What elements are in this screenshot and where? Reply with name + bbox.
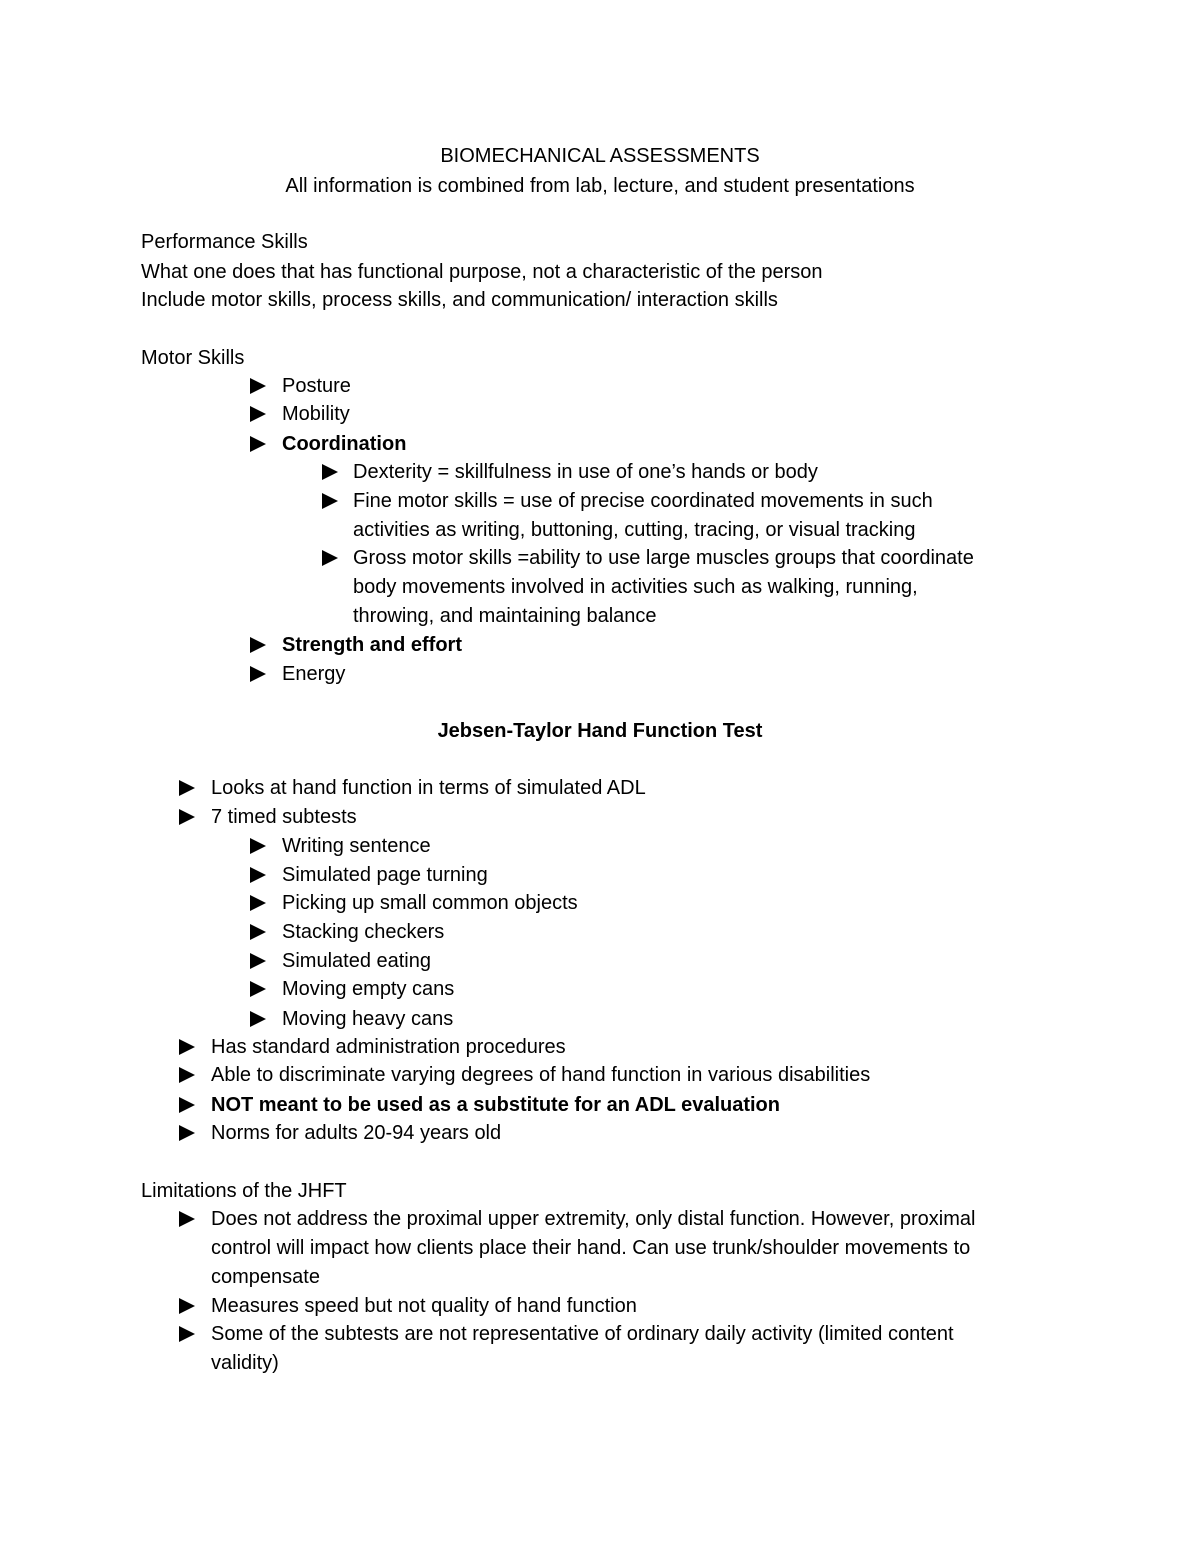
arrow-bullet-icon	[250, 436, 266, 452]
arrow-bullet-icon	[179, 1326, 195, 1342]
arrow-bullet-icon	[179, 1298, 195, 1314]
arrow-bullet-icon	[179, 809, 195, 825]
arrow-bullet-icon	[179, 1211, 195, 1227]
arrow-bullet-icon	[250, 981, 266, 997]
arrow-bullet-icon	[250, 895, 266, 911]
list-item: Measures speed but not quality of hand function	[211, 1295, 637, 1317]
performance-skills-line: What one does that has functional purpose, not a characteristic of the person	[141, 261, 823, 283]
arrow-bullet-icon	[250, 953, 266, 969]
list-item: Simulated eating	[282, 950, 431, 972]
list-item: Picking up small common objects	[282, 892, 578, 914]
list-item-continuation: body movements involved in activities such as walking, running,	[353, 576, 918, 598]
arrow-bullet-icon	[322, 550, 338, 566]
list-item-continuation: compensate	[211, 1266, 320, 1288]
list-item-continuation: throwing, and maintaining balance	[353, 605, 657, 627]
arrow-bullet-icon	[322, 493, 338, 509]
list-item: Mobility	[282, 403, 350, 425]
arrow-bullet-icon	[179, 1097, 195, 1113]
list-item: Norms for adults 20-94 years old	[211, 1122, 502, 1144]
list-item: Simulated page turning	[282, 864, 488, 886]
list-item: Has standard administration procedures	[211, 1036, 566, 1058]
list-item-continuation: validity)	[211, 1352, 279, 1374]
arrow-bullet-icon	[250, 378, 266, 394]
limitations-heading: Limitations of the JHFT	[141, 1180, 347, 1202]
list-item: 7 timed subtests	[211, 806, 357, 828]
list-item-continuation: control will impact how clients place their hand. Can use trunk/shoulder movements to	[211, 1237, 971, 1259]
arrow-bullet-icon	[322, 464, 338, 480]
list-item: Coordination	[282, 433, 407, 455]
arrow-bullet-icon	[250, 637, 266, 653]
arrow-bullet-icon	[250, 1011, 266, 1027]
arrow-bullet-icon	[179, 1039, 195, 1055]
list-item: Some of the subtests are not representative of ordinary daily activity (limited content	[211, 1323, 954, 1345]
arrow-bullet-icon	[250, 838, 266, 854]
list-item: Posture	[282, 375, 351, 397]
document-subtitle: All information is combined from lab, lecture, and student presentations	[285, 175, 915, 197]
list-item: Energy	[282, 663, 346, 685]
list-item: Fine motor skills = use of precise coordinated movements in such	[353, 490, 933, 512]
document-title: BIOMECHANICAL ASSESSMENTS	[440, 145, 760, 167]
motor-skills-heading: Motor Skills	[141, 347, 245, 369]
list-item: Looks at hand function in terms of simulated ADL	[211, 777, 646, 799]
performance-skills-line: Include motor skills, process skills, and communication/ interaction skills	[141, 289, 778, 311]
arrow-bullet-icon	[250, 867, 266, 883]
arrow-bullet-icon	[179, 780, 195, 796]
list-item-continuation: activities as writing, buttoning, cutting, tracing, or visual tracking	[353, 519, 916, 541]
list-item: Strength and effort	[282, 634, 462, 656]
list-item: Writing sentence	[282, 835, 431, 857]
arrow-bullet-icon	[250, 666, 266, 682]
list-item: Moving heavy cans	[282, 1008, 454, 1030]
arrow-bullet-icon	[250, 406, 266, 422]
arrow-bullet-icon	[250, 924, 266, 940]
section-heading: Jebsen-Taylor Hand Function Test	[437, 720, 763, 742]
list-item: Stacking checkers	[282, 921, 445, 943]
list-item: Gross motor skills =ability to use large muscles groups that coordinate	[353, 547, 974, 569]
performance-skills-heading: Performance Skills	[141, 231, 308, 253]
list-item: Able to discriminate varying degrees of hand function in various disabilities	[211, 1064, 871, 1086]
list-item: Moving empty cans	[282, 978, 455, 1000]
arrow-bullet-icon	[179, 1067, 195, 1083]
list-item: Dexterity = skillfulness in use of one’s hands or body	[353, 461, 818, 483]
list-item: NOT meant to be used as a substitute for an ADL evaluation	[211, 1094, 780, 1116]
list-item: Does not address the proximal upper extremity, only distal function. However, proximal	[211, 1208, 976, 1230]
arrow-bullet-icon	[179, 1125, 195, 1141]
